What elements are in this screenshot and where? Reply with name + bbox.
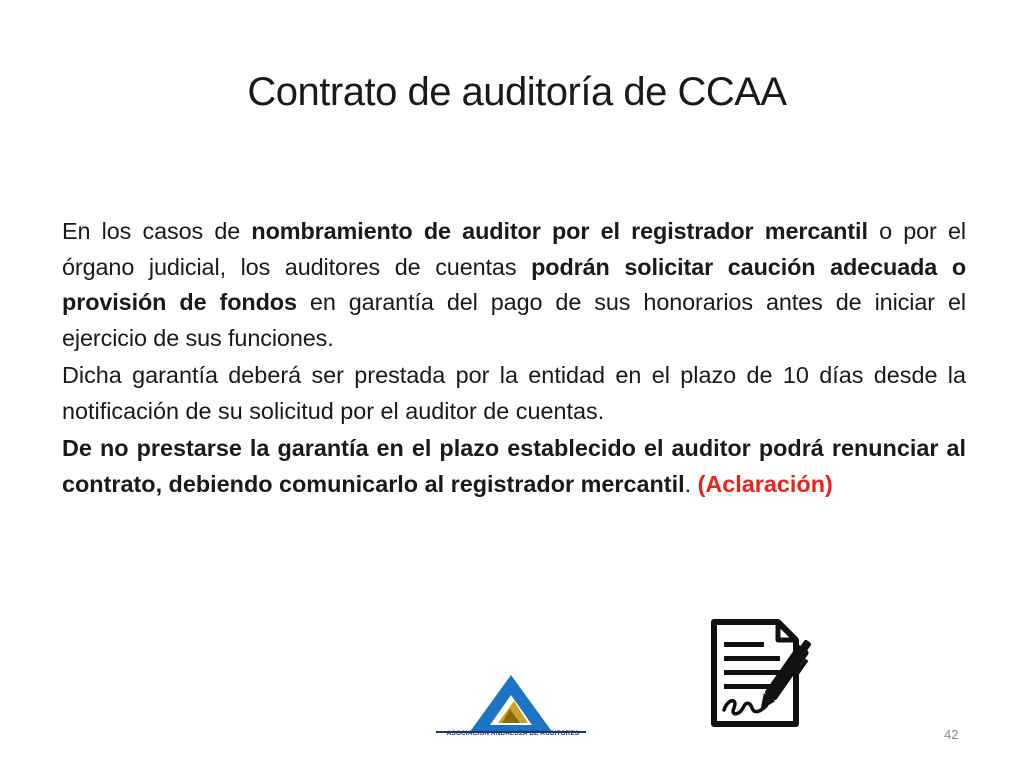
paragraph-1-text-b: o por el órgano judicial, los auditores de cuentas xyxy=(62,218,966,280)
logo-caption: ASOCIACION ANDALUZA DE AUDITORES xyxy=(446,730,580,737)
paragraph-3 xyxy=(62,431,966,502)
paragraph-1 xyxy=(62,214,966,356)
page-number: 42 xyxy=(944,727,959,742)
slide-title: Contrato de auditoría de CCAA xyxy=(247,70,787,114)
paragraph-1-text-c: en garantía del pago de sus honorarios antes de iniciar el ejercicio de sus funciones. xyxy=(62,289,966,351)
paragraph-1-bold-a: nombramiento de auditor por el registrador mercantil xyxy=(251,218,868,244)
paragraph-1-bold-b: podrán solicitar caución adecuada o provisión de fondos xyxy=(62,253,967,315)
slide-body xyxy=(62,214,966,504)
clarification-note: (Aclaración) xyxy=(697,470,833,497)
paragraph-2: Dicha garantía deberá ser prestada por la entidad en el plazo de 10 días desde la notificación de su solicitud por el auditor de cuentas. xyxy=(62,362,966,424)
paragraph-3-bold: De no prestarse la garantía en el plazo establecido el auditor podrá renunciar al contrato, debiendo comunicarlo al registrador mercantil xyxy=(62,435,966,497)
paragraph-1-text-a: En los casos de xyxy=(62,218,252,244)
signed-document-icon xyxy=(708,618,830,730)
paragraph-3-text: . xyxy=(684,470,698,497)
